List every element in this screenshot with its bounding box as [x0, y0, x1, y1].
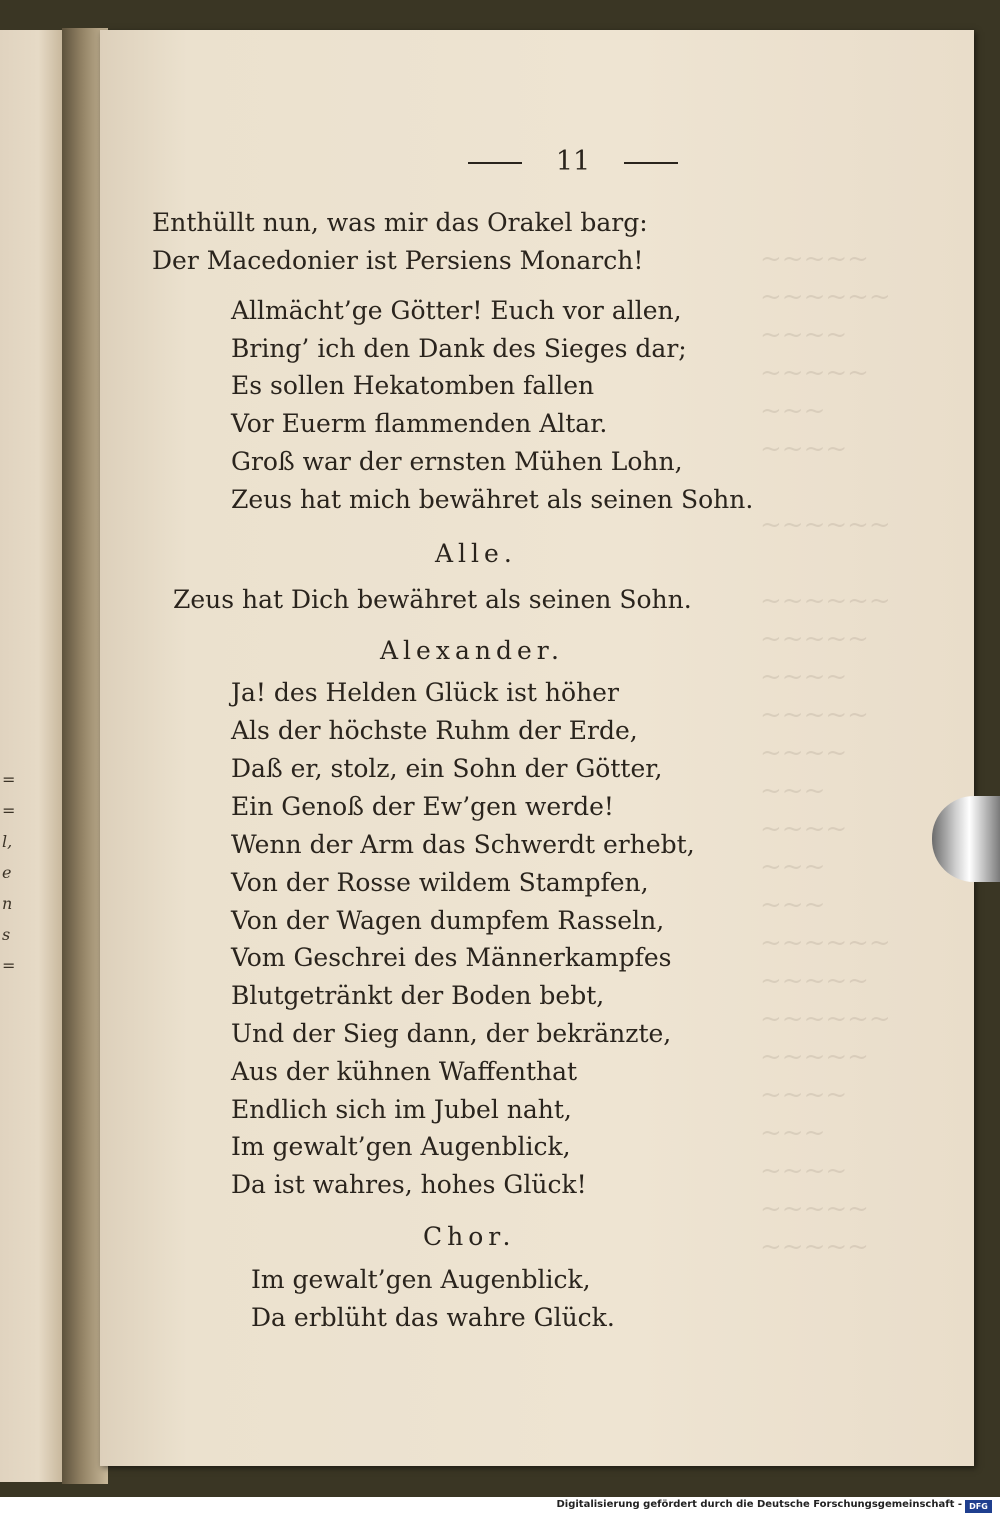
verse-line: Im gewalt’gen Augenblick,	[231, 1132, 571, 1161]
verse-line: Blutgetränkt der Boden bebt,	[231, 981, 605, 1010]
speaker-heading-chor: Chor.	[423, 1222, 516, 1251]
funding-credit: Digitalisierung gefördert durch die Deutsche Forschungsgemeinschaft -	[556, 1499, 962, 1510]
verse-line: Enthüllt nun, was mir das Orakel barg:	[152, 208, 648, 237]
footer-bar	[0, 1497, 1000, 1516]
verse-line: Als der höchste Ruhm der Erde,	[231, 716, 638, 745]
book-page	[100, 30, 974, 1466]
verse-line: Endlich sich im Jubel naht,	[231, 1095, 572, 1124]
facing-page	[0, 30, 70, 1482]
facing-page-fragment: e	[2, 863, 12, 882]
verse-line: Bring’ ich den Dank des Sieges dar;	[231, 334, 687, 363]
page-number-rule-right	[624, 162, 678, 164]
show-through-texture: ~~~~~ ~~~~~~ ~~~~ ~~~~~ ~~~ ~~~~ ~~~~~~ ~~~~~~ ~~~~~ ~~~~ ~~~~~ ~~~~ ~~~ ~~~~ ~~~ ~~~ ~~~~~~ ~~~~~ ~~~~~~ ~~~~~ ~~~~ ~~~ ~~~~ ~~~~~ ~~~~~	[760, 244, 891, 1262]
facing-page-fragment: =	[2, 956, 16, 975]
verse-line: Da ist wahres, hohes Glück!	[231, 1170, 587, 1199]
verse-line: Ja! des Helden Glück ist höher	[231, 678, 619, 707]
verse-line: Von der Wagen dumpfem Rasseln,	[231, 906, 665, 935]
verse-line: Zeus hat Dich bewähret als seinen Sohn.	[173, 585, 692, 614]
facing-page-fragment: =	[2, 770, 16, 789]
verse-line: Aus der kühnen Waffenthat	[231, 1057, 578, 1086]
page-number: 11	[555, 146, 591, 177]
facing-page-fragment: n	[2, 894, 13, 913]
facing-page-fragment: s	[2, 925, 11, 944]
facing-page-fragment: l,	[2, 832, 13, 851]
verse-line: Im gewalt’gen Augenblick,	[251, 1265, 591, 1294]
verse-line: Es sollen Hekatomben fallen	[231, 371, 595, 400]
verse-line: Zeus hat mich bewähret als seinen Sohn.	[231, 485, 754, 514]
verse-line: Daß er, stolz, ein Sohn der Götter,	[231, 754, 663, 783]
verse-line: Der Macedonier ist Persiens Monarch!	[152, 246, 644, 275]
verse-line: Groß war der ernsten Mühen Lohn,	[231, 447, 683, 476]
verse-line: Vor Euerm flammenden Altar.	[231, 409, 608, 438]
verse-line: Allmächt’ge Götter! Euch vor allen,	[231, 296, 682, 325]
facing-page-fragments	[2, 770, 16, 987]
facing-page-fragment: =	[2, 801, 16, 820]
verse-line: Wenn der Arm das Schwerdt erhebt,	[231, 830, 695, 859]
speaker-heading-alle: Alle.	[435, 539, 517, 568]
verse-line: Vom Geschrei des Männerkampfes	[231, 943, 672, 972]
verse-line: Ein Genoß der Ew’gen werde!	[231, 792, 614, 821]
dfg-logo: DFG	[965, 1500, 992, 1513]
verse-line: Da erblüht das wahre Glück.	[251, 1303, 615, 1332]
page-number-line	[468, 146, 678, 182]
speaker-heading-alexander: Alexander.	[380, 636, 564, 665]
verse-line: Und der Sieg dann, der bekränzte,	[231, 1019, 672, 1048]
verse-line: Von der Rosse wildem Stampfen,	[231, 868, 649, 897]
